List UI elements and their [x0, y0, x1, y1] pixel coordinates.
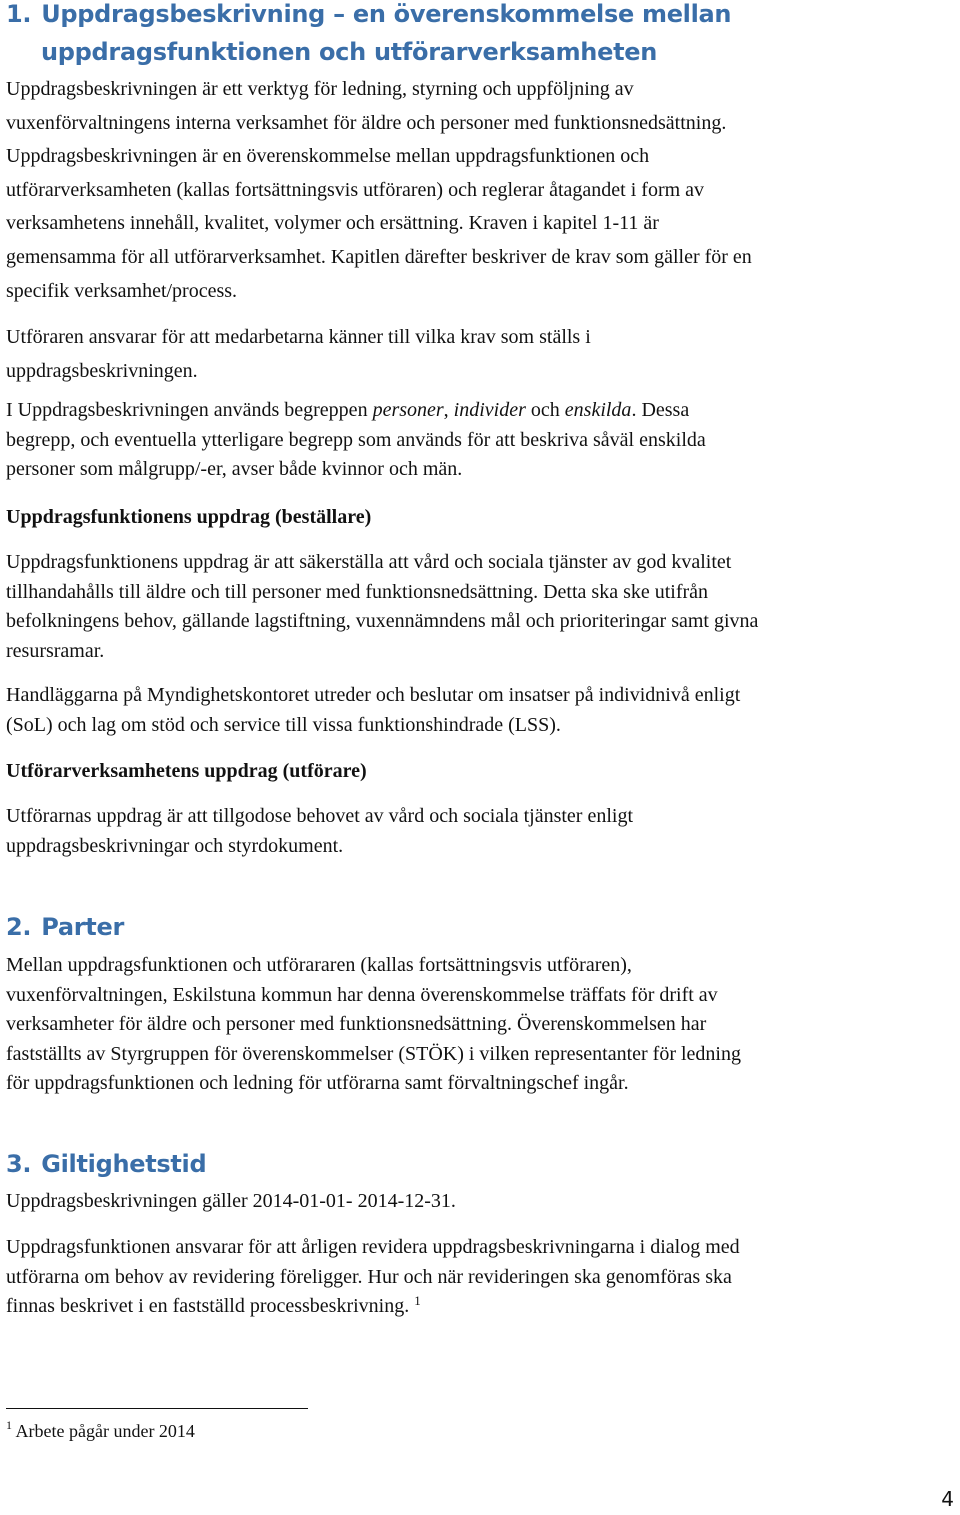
- responsibility-paragraph: [6, 321, 960, 388]
- section-1-heading: [6, 0, 960, 71]
- footnote-text: Arbete pågår under 2014: [12, 1421, 195, 1441]
- text-line: Uppdragsfunktionens uppdrag är att säkerställa att vård och sociala tjänster av god kvalitet: [6, 551, 732, 573]
- page-number: 4: [941, 1487, 954, 1511]
- text-line: Uppdragsbeskrivningen är ett verktyg för ledning, styrning och uppföljning av: [6, 78, 634, 100]
- text-line: vuxenförvaltningens interna verksamhet för äldre och personer med funktionsnedsättning.: [6, 111, 727, 134]
- text-line: resursramar.: [6, 639, 105, 662]
- text-line: uppdragsbeskrivningen.: [6, 359, 198, 382]
- footnote-divider: [6, 1408, 308, 1409]
- subheading-ordering-party: Uppdragsfunktionens uppdrag (beställare): [6, 506, 372, 528]
- parties-paragraph: [6, 951, 960, 1099]
- footnote-mark: 1: [6, 1418, 12, 1432]
- text-line: verksamhetens innehåll, kvalitet, volymer och ersättning. Kraven i kapitel 1-11 är: [6, 212, 659, 235]
- text-line: verksamheter för äldre och personer med funktionsnedsättning. Överenskommelsen har: [6, 1013, 707, 1035]
- case-officers-paragraph: [6, 681, 960, 740]
- text-line: I Uppdragsbeskrivningen används begreppen personer, individer och enskilda. Dessa: [6, 399, 690, 421]
- provider-paragraph: [6, 802, 960, 861]
- revision-paragraph: [6, 1233, 960, 1322]
- term-personer: personer: [372, 399, 444, 421]
- section-title: Parter: [41, 913, 124, 941]
- text-line: befolkningens behov, gällande lagstiftning, vuxennämndens mål och prioriteringar samt givna: [6, 610, 759, 632]
- text-line: utförarverksamheten (kallas fortsättningsvis utföraren) och reglerar åtagandet i form av: [6, 178, 705, 201]
- validity-paragraph: Uppdragsbeskrivningen gäller 2014-01-01- 2014-12-31.: [6, 1190, 456, 1212]
- ordering-party-paragraph: [6, 548, 960, 666]
- footnote: [6, 1418, 195, 1444]
- text-line: Uppdragsbeskrivningen är en överenskommelse mellan uppdragsfunktionen och: [6, 145, 650, 168]
- text-line: personer som målgrupp/-er, avser både kvinnor och män.: [6, 458, 463, 480]
- subheading-provider: Utförarverksamhetens uppdrag (utförare): [6, 760, 367, 782]
- text-line: specifik verksamhet/process.: [6, 279, 238, 302]
- intro-paragraph: [6, 73, 960, 308]
- text-line: vuxenförvaltningen, Eskilstuna kommun har denna överenskommelse träffats för drift av: [6, 983, 718, 1006]
- section-2-heading: [6, 908, 960, 946]
- section-number: 1.: [6, 0, 32, 28]
- text-line: begrepp, och eventuella ytterligare begrepp som används för att beskriva såväl enskilda: [6, 428, 706, 451]
- section-3-heading: [6, 1145, 960, 1183]
- text-line: tillhandahålls till äldre och till personer med funktionsnedsättning. Detta ska ske utifrån: [6, 580, 709, 603]
- section-title-continued: uppdragsfunktionen och utförarverksamheten: [41, 38, 658, 66]
- text-line: Utförarnas uppdrag är att tillgodose behovet av vård och sociala tjänster enligt: [6, 805, 634, 827]
- section-title: Giltighetstid: [41, 1150, 207, 1178]
- term-enskilda: enskilda: [564, 399, 632, 421]
- text-line: fastställts av Styrgruppen för överenskommelser (STÖK) i vilken representanter för ledning: [6, 1042, 741, 1065]
- text-line: (SoL) och lag om stöd och service till vissa funktionshindrade (LSS).: [6, 713, 561, 736]
- text-line: gemensamma för all utförarverksamhet. Kapitlen därefter beskriver de krav som gäller för en: [6, 245, 752, 268]
- text-line: uppdragsbeskrivningar och styrdokument.: [6, 834, 344, 857]
- section-number: 2.: [6, 913, 32, 941]
- text-line: Mellan uppdragsfunktionen och utförararen (kallas fortsättningsvis utföraren),: [6, 954, 632, 976]
- footnote-reference: 1: [414, 1293, 421, 1308]
- term-individer: individer: [453, 399, 526, 421]
- terms-paragraph: [6, 396, 960, 485]
- section-number: 3.: [6, 1150, 32, 1178]
- text-line: för uppdragsfunktionen och ledning för utförarna samt förvaltningschef ingår.: [6, 1072, 629, 1094]
- text-line: finnas beskrivet i en fastställd processbeskrivning. $^1$: [6, 1293, 421, 1317]
- text-line: utförarna om behov av revidering föreligger. Hur och när revideringen ska genomföras ska: [6, 1265, 732, 1288]
- text-line: Handläggarna på Myndighetskontoret utreder och beslutar om insatser på individnivå enligt: [6, 684, 741, 706]
- section-title: Uppdragsbeskrivning – en överenskommelse mellan: [41, 0, 732, 28]
- text-line: Utföraren ansvarar för att medarbetarna känner till vilka krav som ställs i: [6, 326, 591, 348]
- text-line: Uppdragsfunktionen ansvarar för att årligen revidera uppdragsbeskrivningarna i dialog med: [6, 1236, 740, 1258]
